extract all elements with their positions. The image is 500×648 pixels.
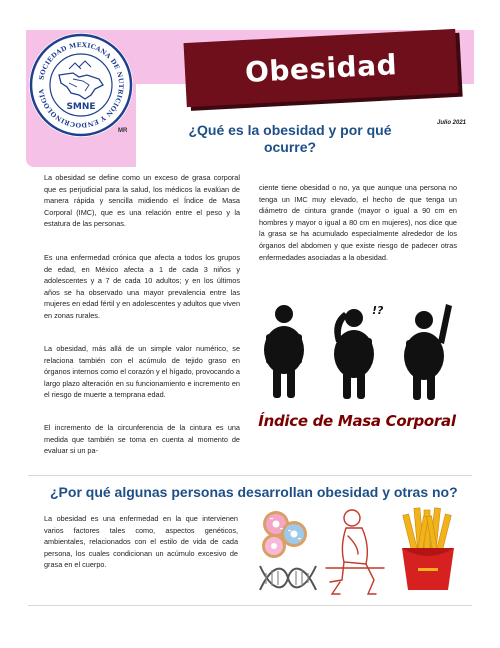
title-banner xyxy=(184,29,459,107)
svg-text:SOCIEDAD MEXICANA DE NUTRICIÓN: SOCIEDAD MEXICANA DE NUTRICIÓN Y ENDOCRINOLOGÍA xyxy=(37,40,126,130)
obese-figures-illustration xyxy=(260,302,452,402)
donuts-icon xyxy=(258,508,310,560)
dna-icon xyxy=(258,560,318,596)
section-divider xyxy=(28,475,472,476)
confusion-mark: !? xyxy=(372,304,384,317)
bottom-divider xyxy=(28,605,472,606)
imc-caption: Índice de Masa Corporal xyxy=(258,412,456,430)
page-title: Obesidad xyxy=(244,47,398,89)
obese-figure-confused-icon xyxy=(334,309,374,399)
issue-date: Julio 2021 xyxy=(436,120,466,126)
section1-heading: ¿Qué es la obesidad y por qué ocurre? xyxy=(188,122,392,155)
paragraph-factors: La obesidad es una enfermedad en la que intervienen varios factores tales como, aspectos genéticos, ambientales, relacionados con el estilo de vida de cada persona, los cuales condicionan un acúmulo excesivo de grasa en el cuerpo. xyxy=(44,514,238,570)
obese-figure-standing-icon xyxy=(264,305,304,398)
smne-logo xyxy=(29,33,133,137)
sitting-person-icon xyxy=(322,506,392,598)
section2-heading: ¿Por qué algunas personas desarrollan obesidad y otras no? xyxy=(50,484,458,500)
paragraph-prevalence: Es una enfermedad crónica que afecta a todos los grupos de edad, en México afecta a 1 de cada 3 niños y adolescentes y a 7 de cada 10 adultos; y en los últimos años se ha observado una mayor prevalencia entre las mujeres en edad fértil y en adolescentes y adultos que viven en zonas rurales. xyxy=(44,253,240,320)
paragraph-waist-continued: ciente tiene obesidad o no, ya que aunque una persona no tenga un IMC muy elevado, el hecho de que tenga un diámetro de cintura grande (mayor o igual a 90 cm en hombres y mayor o igual a 80 cm en mujeres), nos dice que la grasa se ha acumulado especialmente alrededor de los órganos del abdomen y que existe riesgo de padecer otras enfermedades asociadas a la obesidad. xyxy=(259,183,457,262)
paragraph-internal-fat: La obesidad, más allá de un simple valor numérico, se relaciona también con el acúmulo de tejido graso en órganos internos como el corazón y el hígado, provocando a largo plazo alteración en su funcionamiento e incremento en el riesgo de muerte a temprana edad. xyxy=(44,344,240,400)
logo-acronym: SMNE xyxy=(66,102,96,112)
fries-icon xyxy=(396,506,460,592)
registered-mark: MR xyxy=(118,128,128,134)
paragraph-waist-start: El incremento de la circunferencia de la cintura es una medida que también se toma en cuenta al momento de evaluar si un pa- xyxy=(44,423,240,456)
obese-figure-hand-raised-icon xyxy=(404,304,452,400)
paragraph-definition: La obesidad se define como un exceso de grasa corporal que es perjudicial para la salud, los médicos la evalúan de manera rápida y sencilla midiendo el Índice de Masa Corporal (IMC), que es una relación entre el peso y la estatura de las personas. xyxy=(44,173,240,229)
